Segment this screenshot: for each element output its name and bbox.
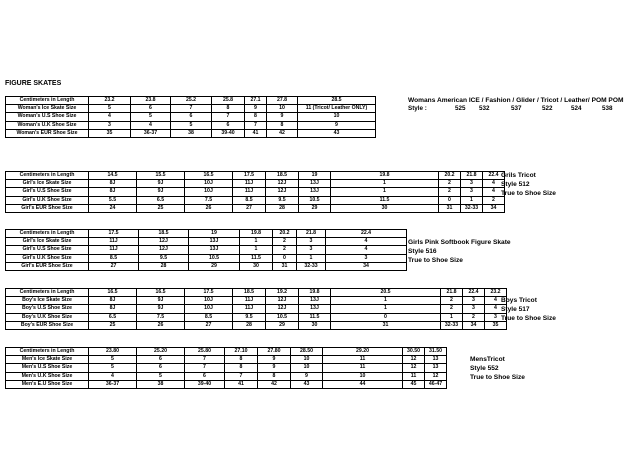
size-cell: 27.8: [267, 97, 298, 105]
table-row: [6, 380, 447, 388]
size-cell: 20.2: [439, 172, 461, 180]
womens-style-label: Style :: [408, 105, 427, 112]
size-cell: 32-33: [461, 204, 483, 212]
row-label-cell: Centimeters in Length: [6, 289, 89, 297]
size-cell: 5: [131, 113, 171, 121]
size-cell: 19: [189, 230, 240, 238]
size-cell: 8: [258, 372, 291, 380]
size-cell: 11J: [233, 188, 266, 196]
size-cell: 8: [225, 356, 258, 364]
size-cell: 27.80: [258, 348, 291, 356]
row-label-cell: Boy's U.S Shoe Size: [6, 305, 89, 313]
size-cell: 7: [185, 364, 225, 372]
size-cell: 12J: [266, 297, 299, 305]
size-cell: 3: [463, 305, 485, 313]
size-cell: 22.4: [483, 172, 505, 180]
row-label-cell: Girl's U.K Shoe Size: [6, 254, 89, 262]
size-cell: 12: [425, 372, 447, 380]
womens-style-number: 525: [455, 105, 466, 112]
table-row: [6, 262, 407, 270]
size-cell: 6: [185, 372, 225, 380]
size-cell: 18.5: [139, 230, 189, 238]
size-cell: 27.1: [245, 97, 267, 105]
size-cell: 42: [267, 129, 298, 137]
girls-tricot-fit: True to Shoe Size: [501, 190, 556, 197]
size-cell: 18.5: [233, 289, 266, 297]
size-cell: 8J: [89, 180, 137, 188]
size-cell: 30: [331, 204, 439, 212]
size-cell: 11J: [89, 246, 139, 254]
size-cell: 1: [331, 305, 441, 313]
size-cell: 27: [233, 204, 266, 212]
size-cell: 13J: [189, 246, 240, 254]
size-cell: 9: [298, 121, 376, 129]
table-row: [6, 246, 407, 254]
table-header-row: [6, 230, 407, 238]
size-cell: 5: [89, 105, 131, 113]
size-cell: 18.5: [266, 172, 299, 180]
size-cell: 10.5: [299, 196, 331, 204]
size-cell: 9J: [137, 297, 185, 305]
size-cell: 5: [171, 121, 212, 129]
size-cell: 11: [323, 364, 403, 372]
row-label-cell: Woman's EUR Shoe Size: [6, 129, 89, 137]
size-cell: 10J: [185, 188, 233, 196]
size-cell: 9J: [137, 180, 185, 188]
size-cell: 16.5: [89, 289, 137, 297]
size-cell: 23.2: [485, 289, 507, 297]
size-cell: 11.5: [240, 254, 273, 262]
size-cell: 29.20: [323, 348, 403, 356]
size-cell: 7.5: [185, 196, 233, 204]
size-cell: 11 (Tricot/ Leather ONLY): [298, 105, 376, 113]
size-cell: 31.50: [425, 348, 447, 356]
size-cell: 38: [137, 380, 185, 388]
size-cell: 9.5: [139, 254, 189, 262]
size-cell: 25.80: [185, 348, 225, 356]
size-cell: 22.4: [463, 289, 485, 297]
size-cell: 43: [298, 129, 376, 137]
table-row: [6, 254, 407, 262]
size-cell: 0: [331, 313, 441, 321]
size-cell: 10: [291, 364, 323, 372]
size-cell: 4: [485, 297, 507, 305]
size-cell: 19.2: [266, 289, 299, 297]
table-row: [6, 188, 505, 196]
table-row: [6, 113, 376, 121]
size-cell: 9J: [137, 188, 185, 196]
row-label-cell: Woman's U.S Shoe Size: [6, 113, 89, 121]
mens-name: MensTricot: [470, 356, 505, 363]
table-row: [6, 305, 507, 313]
table-row: [6, 364, 447, 372]
girls-pink-size-table: [5, 229, 407, 271]
size-cell: 6: [171, 113, 212, 121]
womens-size-table: [5, 96, 376, 138]
size-cell: 1: [441, 313, 463, 321]
table-header-row: [6, 348, 447, 356]
girls-pink-info: [408, 238, 511, 265]
size-cell: 13J: [299, 180, 331, 188]
row-label-cell: Girl's Ice Skate Size: [6, 238, 89, 246]
size-cell: 6: [137, 364, 185, 372]
size-cell: 21.8: [441, 289, 463, 297]
size-cell: 8J: [89, 188, 137, 196]
size-cell: 17.5: [185, 289, 233, 297]
size-cell: 17.5: [89, 230, 139, 238]
size-cell: 2: [463, 313, 485, 321]
size-cell: 5.5: [89, 196, 137, 204]
mens-style: Style 552: [470, 365, 499, 372]
size-cell: 7: [171, 105, 212, 113]
size-cell: 19: [299, 172, 331, 180]
boys-info: [501, 296, 556, 323]
size-cell: 34: [483, 204, 505, 212]
womens-style-number: 532: [479, 105, 490, 112]
size-cell: 41: [245, 129, 267, 137]
table-row: [6, 238, 407, 246]
size-cell: 25.20: [137, 348, 185, 356]
size-cell: 4: [483, 188, 505, 196]
girls-tricot-style: Style 512: [501, 181, 530, 188]
size-cell: 4: [326, 246, 407, 254]
size-cell: 28: [266, 204, 299, 212]
size-cell: 2: [273, 238, 297, 246]
size-cell: 3: [297, 238, 326, 246]
row-label-cell: Boy's EUR Shoe Size: [6, 321, 89, 329]
size-cell: 3: [89, 121, 131, 129]
size-cell: 6.5: [89, 313, 137, 321]
size-cell: 11J: [89, 238, 139, 246]
boys-style: Style 517: [501, 306, 530, 313]
size-cell: 10: [267, 105, 298, 113]
size-cell: 16.5: [137, 289, 185, 297]
size-cell: 28.50: [291, 348, 323, 356]
size-cell: 9: [291, 372, 323, 380]
size-cell: 25.2: [171, 97, 212, 105]
size-cell: 12J: [139, 246, 189, 254]
size-cell: 8.5: [233, 196, 266, 204]
row-label-cell: Woman's Ice Skate Size: [6, 105, 89, 113]
size-cell: 12: [403, 364, 425, 372]
size-cell: 28: [233, 321, 266, 329]
size-cell: 43: [291, 380, 323, 388]
size-cell: 13J: [189, 238, 240, 246]
size-cell: 9.5: [233, 313, 266, 321]
size-cell: 3: [297, 246, 326, 254]
size-cell: 9: [245, 105, 267, 113]
size-cell: 4: [326, 238, 407, 246]
row-label-cell: Girl's U.S Shoe Size: [6, 246, 89, 254]
size-cell: 41: [225, 380, 258, 388]
size-cell: 19.8: [331, 172, 439, 180]
size-cell: 3: [485, 313, 507, 321]
size-cell: 3: [463, 297, 485, 305]
size-cell: 10J: [185, 305, 233, 313]
size-cell: 6: [137, 356, 185, 364]
size-cell: 11: [323, 356, 403, 364]
size-cell: 36-37: [131, 129, 171, 137]
size-cell: 42: [258, 380, 291, 388]
size-cell: 1: [331, 180, 439, 188]
size-cell: 30: [240, 262, 273, 270]
size-cell: 15.5: [137, 172, 185, 180]
size-cell: 9J: [137, 305, 185, 313]
row-label-cell: Centimeters in Length: [6, 230, 89, 238]
size-cell: 7: [185, 356, 225, 364]
size-cell: 13J: [299, 297, 331, 305]
size-cell: 30.50: [403, 348, 425, 356]
size-cell: 8: [225, 364, 258, 372]
size-cell: 38: [171, 129, 212, 137]
size-cell: 5: [89, 356, 137, 364]
size-cell: 5: [89, 364, 137, 372]
size-cell: 0: [273, 254, 297, 262]
size-cell: 2: [439, 180, 461, 188]
size-cell: 8: [267, 121, 298, 129]
table-header-row: [6, 289, 507, 297]
size-cell: 1: [297, 254, 326, 262]
row-label-cell: Men's E.U Shoe Size: [6, 380, 89, 388]
womens-side-title: Womans American ICE / Fashion / Glider / Tricot / Leather/ POM POM: [408, 97, 624, 104]
size-cell: 8.5: [185, 313, 233, 321]
size-cell: 44: [323, 380, 403, 388]
size-cell: 9: [258, 364, 291, 372]
table-row: [6, 204, 505, 212]
row-label-cell: Girl's U.S Shoe Size: [6, 188, 89, 196]
size-cell: 4: [89, 113, 131, 121]
size-cell: 8J: [89, 305, 137, 313]
size-cell: 34: [326, 262, 407, 270]
size-cell: 13: [425, 364, 447, 372]
womens-style-number: 538: [602, 105, 613, 112]
size-cell: 10: [291, 356, 323, 364]
size-cell: 3: [461, 188, 483, 196]
mens-fit: True to Shoe Size: [470, 374, 525, 381]
size-cell: 1: [331, 297, 441, 305]
table-row: [6, 121, 376, 129]
girls-pink-fit: True to Shoe Size: [408, 257, 463, 264]
size-cell: 25: [89, 321, 137, 329]
table-row: [6, 129, 376, 137]
size-cell: 31: [273, 262, 297, 270]
girls-tricot-size-table: [5, 171, 505, 213]
size-cell: 17.5: [233, 172, 266, 180]
row-label-cell: Girl's EUR Shoe Size: [6, 204, 89, 212]
size-cell: 28: [139, 262, 189, 270]
size-cell: 31: [439, 204, 461, 212]
row-label-cell: Girl's Ice Skate Size: [6, 180, 89, 188]
size-cell: 1: [461, 196, 483, 204]
row-label-cell: Girl's U.K Shoe Size: [6, 196, 89, 204]
mens-info: [470, 355, 525, 382]
table-row: [6, 180, 505, 188]
size-cell: 27.10: [225, 348, 258, 356]
size-cell: 11J: [233, 297, 266, 305]
size-cell: 1: [331, 188, 439, 196]
row-label-cell: Centimeters in Length: [6, 97, 89, 105]
mens-size-table: [5, 347, 447, 389]
row-label-cell: Boy's Ice Skate Size: [6, 297, 89, 305]
size-cell: 12J: [266, 188, 299, 196]
table-row: [6, 321, 507, 329]
size-cell: 39-40: [212, 129, 245, 137]
size-cell: 2: [439, 188, 461, 196]
size-cell: 2: [441, 297, 463, 305]
size-cell: 11.5: [331, 196, 439, 204]
size-cell: 4: [89, 372, 137, 380]
row-label-cell: Woman's U.K Shoe Size: [6, 121, 89, 129]
table-header-row: [6, 97, 376, 105]
size-cell: 29: [189, 262, 240, 270]
size-cell: 16.5: [185, 172, 233, 180]
womens-style-row: [408, 105, 628, 114]
table-row: [6, 297, 507, 305]
size-cell: 23.8: [131, 97, 171, 105]
size-cell: 4: [485, 305, 507, 313]
size-cell: 31: [331, 321, 441, 329]
size-cell: 10.5: [189, 254, 240, 262]
size-cell: 9.5: [266, 196, 299, 204]
size-cell: 21.8: [461, 172, 483, 180]
size-cell: 6.5: [137, 196, 185, 204]
size-cell: 14.5: [89, 172, 137, 180]
womens-style-number: 522: [542, 105, 553, 112]
size-cell: 19.8: [240, 230, 273, 238]
size-cell: 28.5: [298, 97, 376, 105]
table-header-row: [6, 172, 505, 180]
size-cell: 34: [463, 321, 485, 329]
size-cell: 30: [299, 321, 331, 329]
size-cell: 19.8: [299, 289, 331, 297]
size-cell: 11J: [233, 180, 266, 188]
size-cell: 35: [89, 129, 131, 137]
row-label-cell: Men's Ice Skate Size: [6, 356, 89, 364]
size-cell: 24: [89, 204, 137, 212]
size-cell: 13J: [299, 188, 331, 196]
size-cell: 23.2: [89, 97, 131, 105]
size-cell: 8.5: [89, 254, 139, 262]
boys-size-table: [5, 288, 507, 330]
size-cell: 13J: [299, 305, 331, 313]
row-label-cell: Centimeters in Length: [6, 172, 89, 180]
size-cell: 26: [185, 204, 233, 212]
size-cell: 32-33: [297, 262, 326, 270]
size-cell: 7.5: [137, 313, 185, 321]
table-row: [6, 372, 447, 380]
size-cell: 10J: [185, 180, 233, 188]
girls-pink-name: Girls Pink Softbook Figure Skate: [408, 239, 511, 246]
size-cell: 26: [137, 321, 185, 329]
size-cell: 8J: [89, 297, 137, 305]
size-cell: 36-37: [89, 380, 137, 388]
womens-style-number: 537: [511, 105, 522, 112]
boys-name: Boys Tricot: [501, 297, 537, 304]
size-cell: 9: [267, 113, 298, 121]
size-cell: 1: [240, 238, 273, 246]
size-cell: 8: [212, 105, 245, 113]
size-cell: 12J: [139, 238, 189, 246]
size-cell: 2: [273, 246, 297, 254]
size-cell: 23.80: [89, 348, 137, 356]
size-cell: 7: [225, 372, 258, 380]
size-cell: 27: [89, 262, 139, 270]
table-row: [6, 105, 376, 113]
size-cell: 10: [298, 113, 376, 121]
womens-style-number: 524: [571, 105, 582, 112]
girls-tricot-name: Grils Tricot: [501, 172, 536, 179]
size-cell: 39-40: [185, 380, 225, 388]
size-cell: 12: [403, 356, 425, 364]
size-cell: 3: [461, 180, 483, 188]
size-cell: 13: [425, 356, 447, 364]
size-cell: 10.5: [266, 313, 299, 321]
size-cell: 10: [323, 372, 403, 380]
row-label-cell: Men's U.K Shoe Size: [6, 372, 89, 380]
size-cell: 46-47: [425, 380, 447, 388]
size-cell: 29: [266, 321, 299, 329]
size-cell: 12J: [266, 305, 299, 313]
size-cell: 22.4: [326, 230, 407, 238]
size-cell: 6: [131, 105, 171, 113]
size-cell: 21.8: [297, 230, 326, 238]
table-row: [6, 356, 447, 364]
size-cell: 6: [212, 121, 245, 129]
size-cell: 25.8: [212, 97, 245, 105]
boys-fit: True to Shoe Size: [501, 315, 556, 322]
girls-tricot-info: [501, 171, 556, 198]
size-cell: 7: [212, 113, 245, 121]
row-label-cell: Girl's EUR Shoe Size: [6, 262, 89, 270]
size-cell: 4: [131, 121, 171, 129]
size-cell: 4: [483, 180, 505, 188]
size-cell: 1: [240, 246, 273, 254]
size-cell: 2: [483, 196, 505, 204]
size-cell: 7: [245, 121, 267, 129]
row-label-cell: Men's U.S Shoe Size: [6, 364, 89, 372]
size-cell: 20.2: [273, 230, 297, 238]
size-cell: 11J: [233, 305, 266, 313]
row-label-cell: Boy's U.K Shoe Size: [6, 313, 89, 321]
size-cell: 32-33: [441, 321, 463, 329]
girls-pink-style: Style 516: [408, 248, 437, 255]
row-label-cell: Centimeters in Length: [6, 348, 89, 356]
size-cell: 9: [258, 356, 291, 364]
page-title: FIGURE SKATES: [5, 80, 62, 87]
size-cell: 35: [485, 321, 507, 329]
size-cell: 11: [403, 372, 425, 380]
size-cell: 45: [403, 380, 425, 388]
size-cell: 12J: [266, 180, 299, 188]
size-cell: 3: [326, 254, 407, 262]
size-cell: 2: [441, 305, 463, 313]
table-row: [6, 196, 505, 204]
table-row: [6, 313, 507, 321]
size-cell: 20.5: [331, 289, 441, 297]
size-cell: 5: [137, 372, 185, 380]
size-cell: 8: [245, 113, 267, 121]
size-cell: 11.5: [299, 313, 331, 321]
size-cell: 27: [185, 321, 233, 329]
size-cell: 25: [137, 204, 185, 212]
size-cell: 0: [439, 196, 461, 204]
size-cell: 29: [299, 204, 331, 212]
size-cell: 10J: [185, 297, 233, 305]
